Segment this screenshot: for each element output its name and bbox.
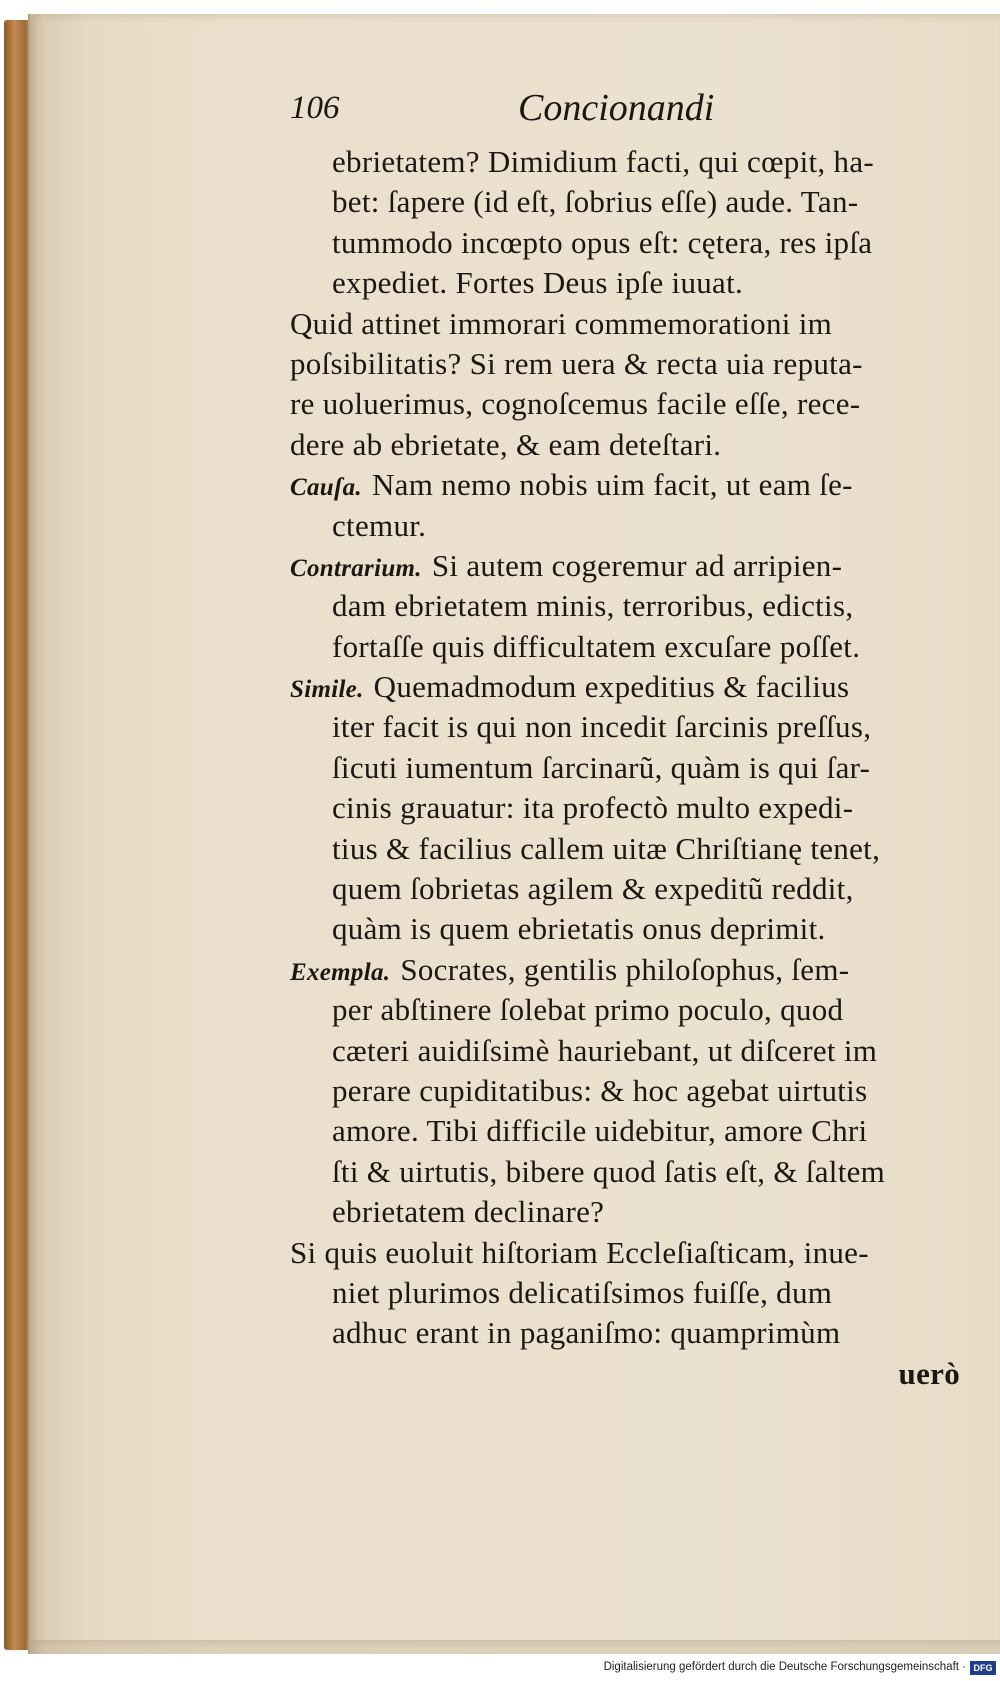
catchword: uerò	[898, 1355, 960, 1391]
margin-label: Cauſa.	[290, 474, 362, 502]
line-text: Nam nemo nobis uim facit, ut eam ſe-	[371, 467, 853, 503]
text-line	[290, 506, 970, 546]
line-text: tummodo incœpto opus eſt: cętera, res ipſa	[332, 224, 873, 260]
line-text: cæteri auidiſsimè hauriebant, ut diſceret im	[332, 1032, 878, 1068]
line-text: adhuc erant in paganiſmo: quamprimùm	[332, 1315, 841, 1351]
line-text: expediet. Fortes Deus ipſe iuuat.	[332, 265, 744, 301]
line-text: Quid attinet immorari commemorationi im	[290, 305, 833, 341]
text-line	[290, 950, 970, 990]
page-bottom-shadow	[28, 1640, 1000, 1654]
text-line	[290, 304, 970, 344]
line-text: quàm is quem ebrietatis onus deprimit.	[332, 911, 826, 947]
text-line	[290, 1233, 970, 1273]
text-line	[290, 990, 970, 1030]
text-line	[290, 182, 970, 222]
funding-note: Digitalisierung gefördert durch die Deutsche Forschungsgemeinschaft ·	[603, 1661, 966, 1673]
margin-label: Contrarium.	[290, 554, 422, 582]
line-text: amore. Tibi difficile uidebitur, amore Chri	[332, 1113, 868, 1149]
line-text: quem ſobrietas agilem & expeditũ reddit,	[332, 871, 854, 907]
page-number: 106	[290, 90, 340, 126]
text-line	[290, 909, 970, 949]
running-title: Concionandi	[518, 87, 715, 129]
line-text: fortaſſe quis difficultatem excuſare poſſet.	[332, 628, 861, 664]
text-line	[290, 829, 970, 869]
page-header	[290, 82, 970, 142]
text-line	[290, 465, 970, 505]
line-text: dere ab ebrietate, & eam deteſtari.	[290, 426, 722, 462]
line-text: per abſtinere ſolebat primo poculo, quod	[332, 992, 844, 1028]
line-text: ſti & uirtutis, bibere quod ſatis eſt, & ſaltem	[332, 1153, 886, 1189]
text-line	[290, 384, 970, 424]
text-line	[290, 667, 970, 707]
line-text: Socrates, gentilis philoſophus, ſem-	[400, 951, 850, 987]
text-line	[290, 1111, 970, 1151]
text-line	[290, 425, 970, 465]
text-line	[290, 1313, 970, 1353]
text-line	[290, 142, 970, 182]
text-line	[290, 344, 970, 384]
line-text: poſsibilitatis? Si rem uera & recta uia reputa-	[290, 345, 863, 381]
line-text: iter facit is qui non incedit ſarcinis preſſus,	[332, 709, 872, 745]
line-text: niet plurimos delicatiſsimos fuiſſe, dum	[332, 1274, 833, 1310]
text-line	[290, 263, 970, 303]
dfg-logo-icon: DFG	[970, 1661, 996, 1675]
text-line	[290, 748, 970, 788]
text-line	[290, 546, 970, 586]
text-line	[290, 1273, 970, 1313]
margin-label: Exempla.	[290, 958, 391, 986]
text-line	[290, 869, 970, 909]
footer-bar	[0, 1658, 1000, 1681]
margin-label: Simile.	[290, 676, 364, 704]
text-line	[290, 223, 970, 263]
line-text: Si autem cogeremur ad arripien-	[431, 547, 843, 583]
text-line	[290, 627, 970, 667]
line-text: Quemadmodum expeditius & facilius	[373, 669, 850, 705]
text-line	[290, 1152, 970, 1192]
line-text: ebrietatem? Dimidium facti, qui cœpit, ha-	[332, 144, 875, 179]
line-text: cinis grauatur: ita profectò multo expedi-	[332, 790, 854, 826]
text-line	[290, 707, 970, 747]
text-line	[290, 1192, 970, 1232]
text-block	[290, 82, 970, 1394]
line-text: bet: ſapere (id eſt, ſobrius eſſe) aude. Tan-	[332, 184, 859, 220]
text-line	[290, 586, 970, 626]
line-text: perare cupiditatibus: & hoc agebat uirtutis	[332, 1072, 868, 1108]
line-text: ctemur.	[332, 507, 427, 543]
line-text: re uoluerimus, cognoſcemus facile eſſe, rece-	[290, 386, 861, 422]
line-text: dam ebrietatem minis, terroribus, edictis,	[332, 588, 854, 624]
line-text: ſicuti iumentum ſarcinarũ, quàm is qui ſar-	[332, 749, 871, 785]
text-line	[290, 1031, 970, 1071]
text-line	[290, 1071, 970, 1111]
line-text: ebrietatem declinare?	[332, 1194, 605, 1230]
text-lines	[290, 142, 970, 1354]
text-line	[290, 788, 970, 828]
line-text: Si quis euoluit hiſtoriam Eccleſiaſticam, inue-	[290, 1234, 869, 1270]
line-text: tius & facilius callem uitæ Chriſtianę tenet,	[332, 830, 881, 866]
